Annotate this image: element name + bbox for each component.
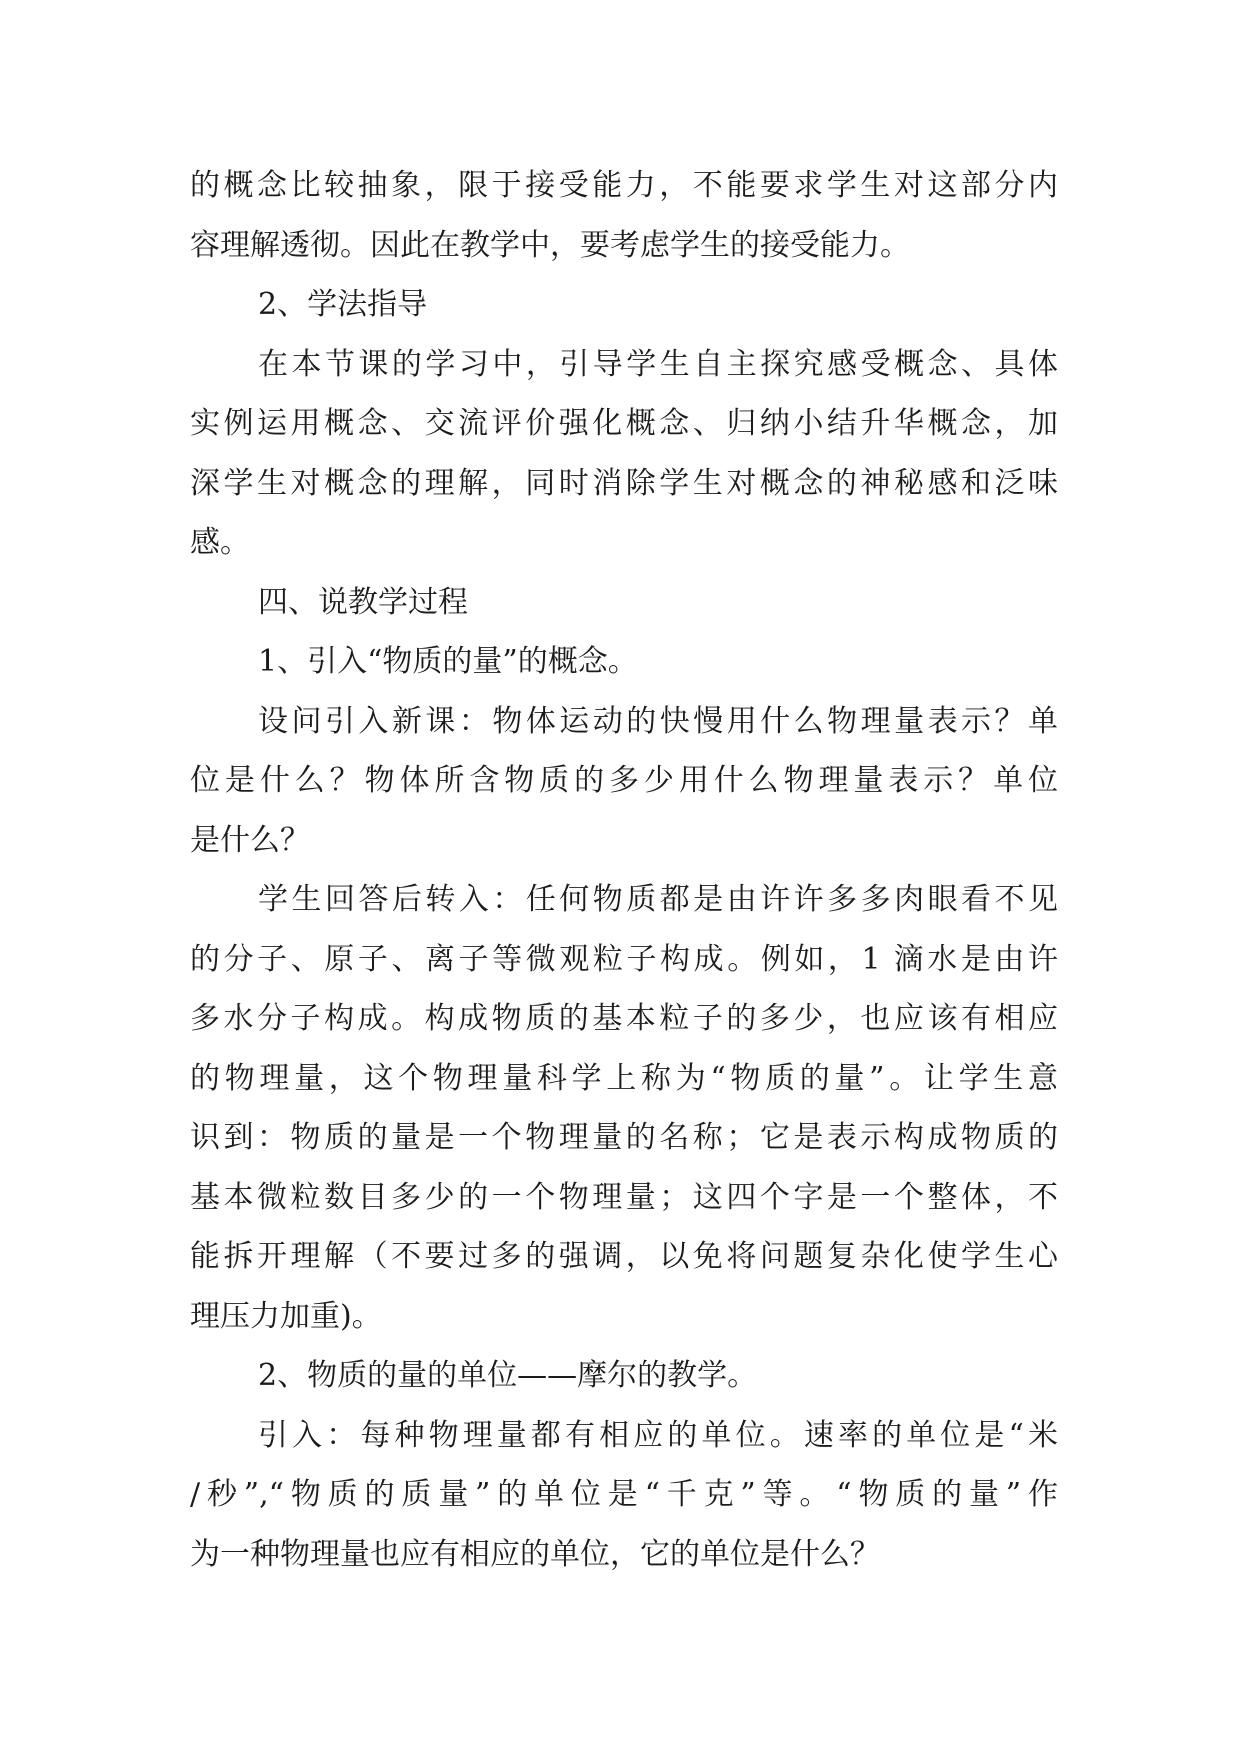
text-line: 多水分子构成。构成物质的基本粒子的多少，也应该有相应 [190,1001,1058,1036]
text-line: 的概念比较抽象，限于接受能力，不能要求学生对这部分内 [190,168,1058,203]
section-heading [190,573,1058,633]
text-line: 容理解透彻。因此在教学中，要考虑学生的接受能力。 [190,227,910,263]
subsection-heading [190,275,1058,335]
text-line: 深学生对概念的理解，同时消除学生对概念的神秘感和泛味 [190,465,1058,501]
text-line: 识到：物质的量是一个物理量的名称；它是表示构成物质的 [190,1120,1058,1155]
text-line: 是什么？ [190,822,310,858]
text-line: 位是什么？物体所含物质的多少用什么物理量表示？单位 [190,763,1058,798]
paragraph [190,1406,1058,1585]
text-line: 的物理量，这个物理量科学上称为“物质的量”。让学生意 [190,1060,1058,1096]
text-line: 基本微粒数目多少的一个物理量；这四个字是一个整体，不 [190,1179,1058,1215]
subsection-heading [190,632,1058,692]
text-line: /秒”,“物质的质量”的单位是“千克”等。“物质的量”作 [190,1477,1058,1512]
text-line: 2、物质的量的单位——摩尔的教学。 [258,1358,758,1393]
paragraph [190,870,1058,1346]
text-line: 的分子、原子、离子等微观粒子构成。例如，1 滴水是由许 [190,941,1058,977]
text-line: 为一种物理量也应有相应的单位，它的单位是什么？ [190,1536,880,1572]
text-line: 理压力加重)。 [190,1298,382,1334]
subsection-heading [190,1346,1058,1406]
text-line: 四、说教学过程 [258,584,468,620]
paragraph [190,692,1058,871]
text-line: 实例运用概念、交流评价强化概念、归纳小结升华概念，加 [190,406,1058,441]
text-line: 感。 [190,525,250,560]
text-line: 2、学法指导 [258,287,428,322]
text-line: 1、引入“物质的量”的概念。 [258,644,638,679]
text-line: 在本节课的学习中，引导学生自主探究感受概念、具体 [258,346,1058,382]
document-body [190,156,1058,1584]
text-line: 设问引入新课：物体运动的快慢用什么物理量表示？单 [258,703,1058,739]
paragraph [190,156,1058,275]
paragraph [190,335,1058,573]
text-line: 引入：每种物理量都有相应的单位。速率的单位是“米 [258,1417,1058,1453]
text-line: 能拆开理解（不要过多的强调，以免将问题复杂化使学生心 [190,1239,1058,1274]
text-line: 学生回答后转入：任何物质都是由许许多多肉眼看不见 [258,882,1058,917]
